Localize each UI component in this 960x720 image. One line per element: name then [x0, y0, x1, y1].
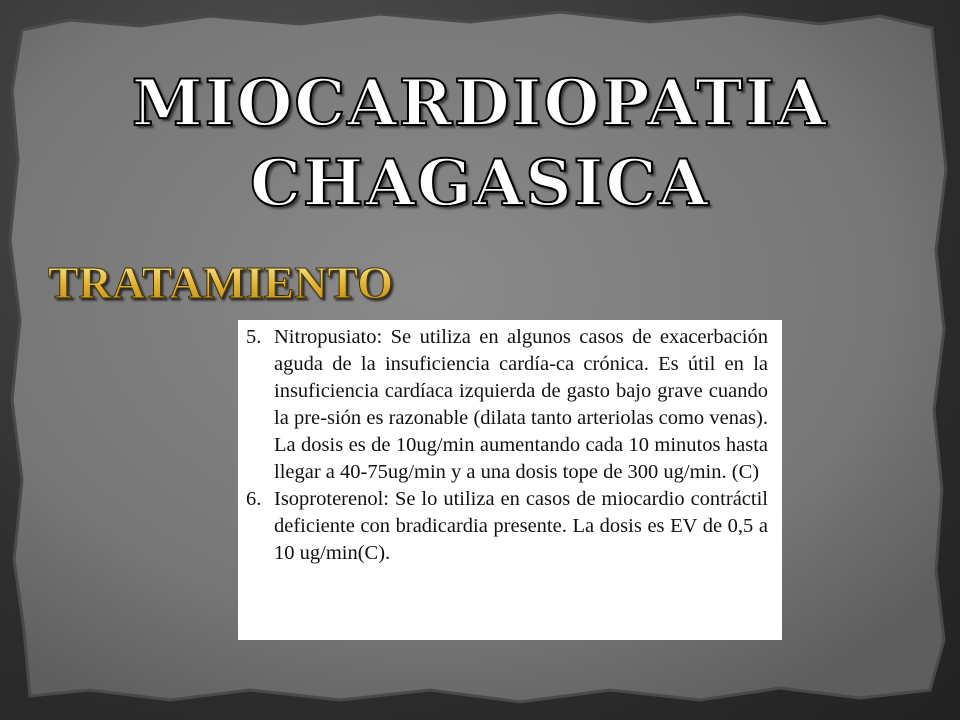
slide-title-line-1: MIOCARDIOPATIA	[131, 66, 829, 141]
list-item-text: Isoproterenol: Se lo utiliza en casos de miocardio contráctil deficiente con bradicardia presente. La dosis es EV de 0,5 a 10 ug/min(C).	[274, 488, 768, 564]
section-heading: TRATAMIENTO	[48, 257, 394, 308]
list-item-text: Nitropusiato: Se utiliza en algunos casos de exacerbación aguda de la insuficiencia cardía-ca crónica. Es útil en la insuficiencia cardíaca izquierda de gasto bajo grave cuando la pre-sión es razonable (dilata tanto arteriolas como venas). La dosis es de 10ug/min aumentando cada 10 minutos hasta llegar a 40-75ug/min y a una dosis tope de 300 ug/min. (C)	[274, 326, 768, 483]
list-item	[246, 486, 768, 567]
list-item-number: 5.	[246, 326, 262, 348]
list-item-number: 6.	[246, 488, 262, 510]
slide-title-line-2: CHAGASICA	[249, 146, 711, 221]
treatment-excerpt	[238, 320, 782, 640]
list-item	[246, 324, 768, 486]
